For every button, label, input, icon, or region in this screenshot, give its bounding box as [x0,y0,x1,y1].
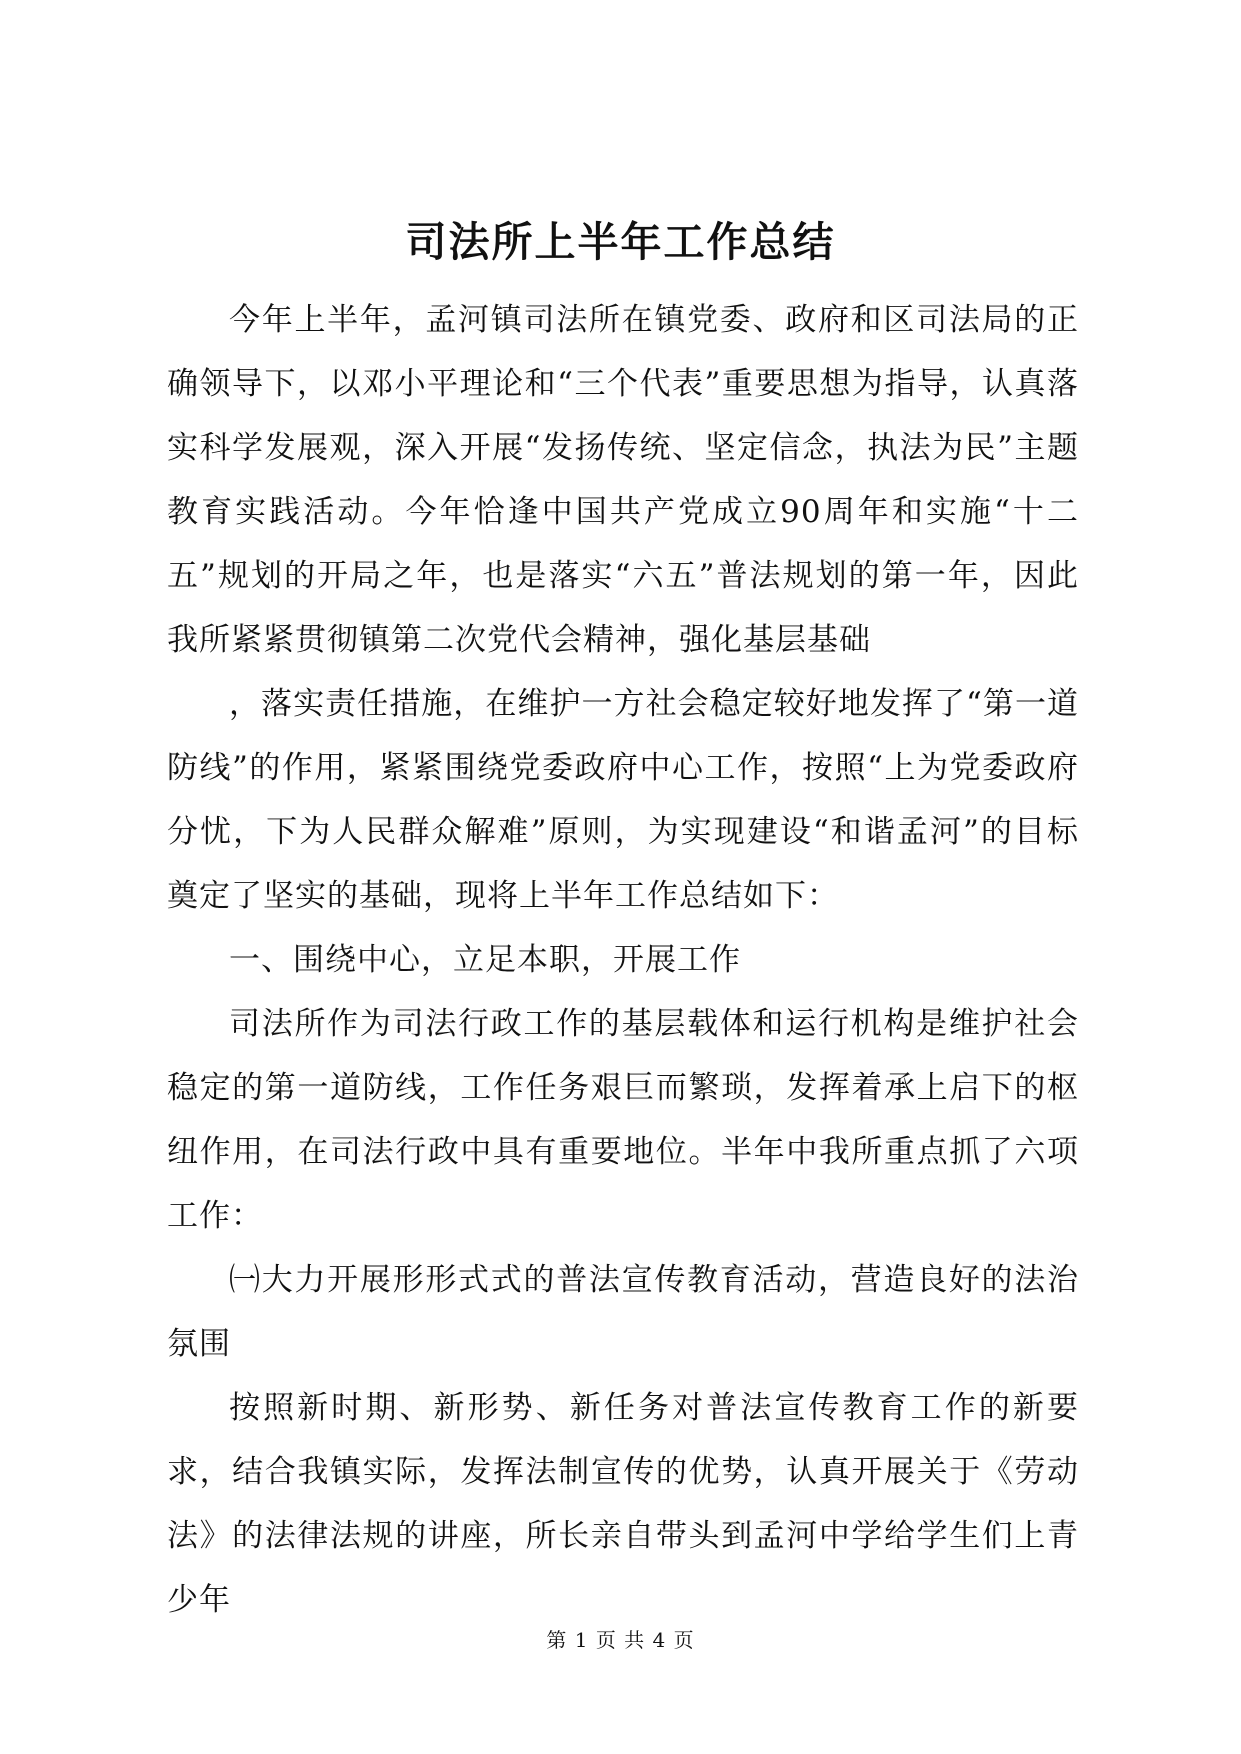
paragraph-intro: 今年上半年，孟河镇司法所在镇党委、政府和区司法局的正确领导下，以邓小平理论和“三个代表”重要思想为指导，认真落实科学发展观，深入开展“发扬传统、坚定信念，执法为民”主题教育实践活动。今年恰逢中国共产党成立90周年和实施“十二五”规划的开局之年，也是落实“六五”普法规划的第一年，因此我所紧紧贯彻镇第二次党代会精神，强化基层基础 [167,302,1079,658]
page-number-footer: 第 1 页 共 4 页 [546,1628,695,1652]
section-heading-1: 一、围绕中心，立足本职，开展工作 [229,942,741,978]
paragraph-section-1: 司法所作为司法行政工作的基层载体和运行机构是维护社会稳定的第一道防线，工作任务艰巨而繁琐，发挥着承上启下的枢纽作用，在司法行政中具有重要地位。半年中我所重点抓了六项工作： [167,1006,1079,1234]
document-body [167,288,1079,1632]
paragraph-subsection-1: 按照新时期、新形势、新任务对普法宣传教育工作的新要求，结合我镇实际，发挥法制宣传的优势，认真开展关于《劳动法》的法律法规的讲座，所长亲自带头到孟河中学给学生们上青少年 [167,1390,1079,1618]
paragraph-responsibility: ，落实责任措施，在维护一方社会稳定较好地发挥了“第一道防线”的作用，紧紧围绕党委政府中心工作，按照“上为党委政府分忧，下为人民群众解难”原则，为实现建设“和谐孟河”的目标奠定了坚实的基础，现将上半年工作总结如下： [167,686,1079,914]
document-title: 司法所上半年工作总结 [405,218,836,266]
subsection-heading-1: ㈠大力开展形形式式的普法宣传教育活动，营造良好的法治氛围 [167,1262,1079,1362]
